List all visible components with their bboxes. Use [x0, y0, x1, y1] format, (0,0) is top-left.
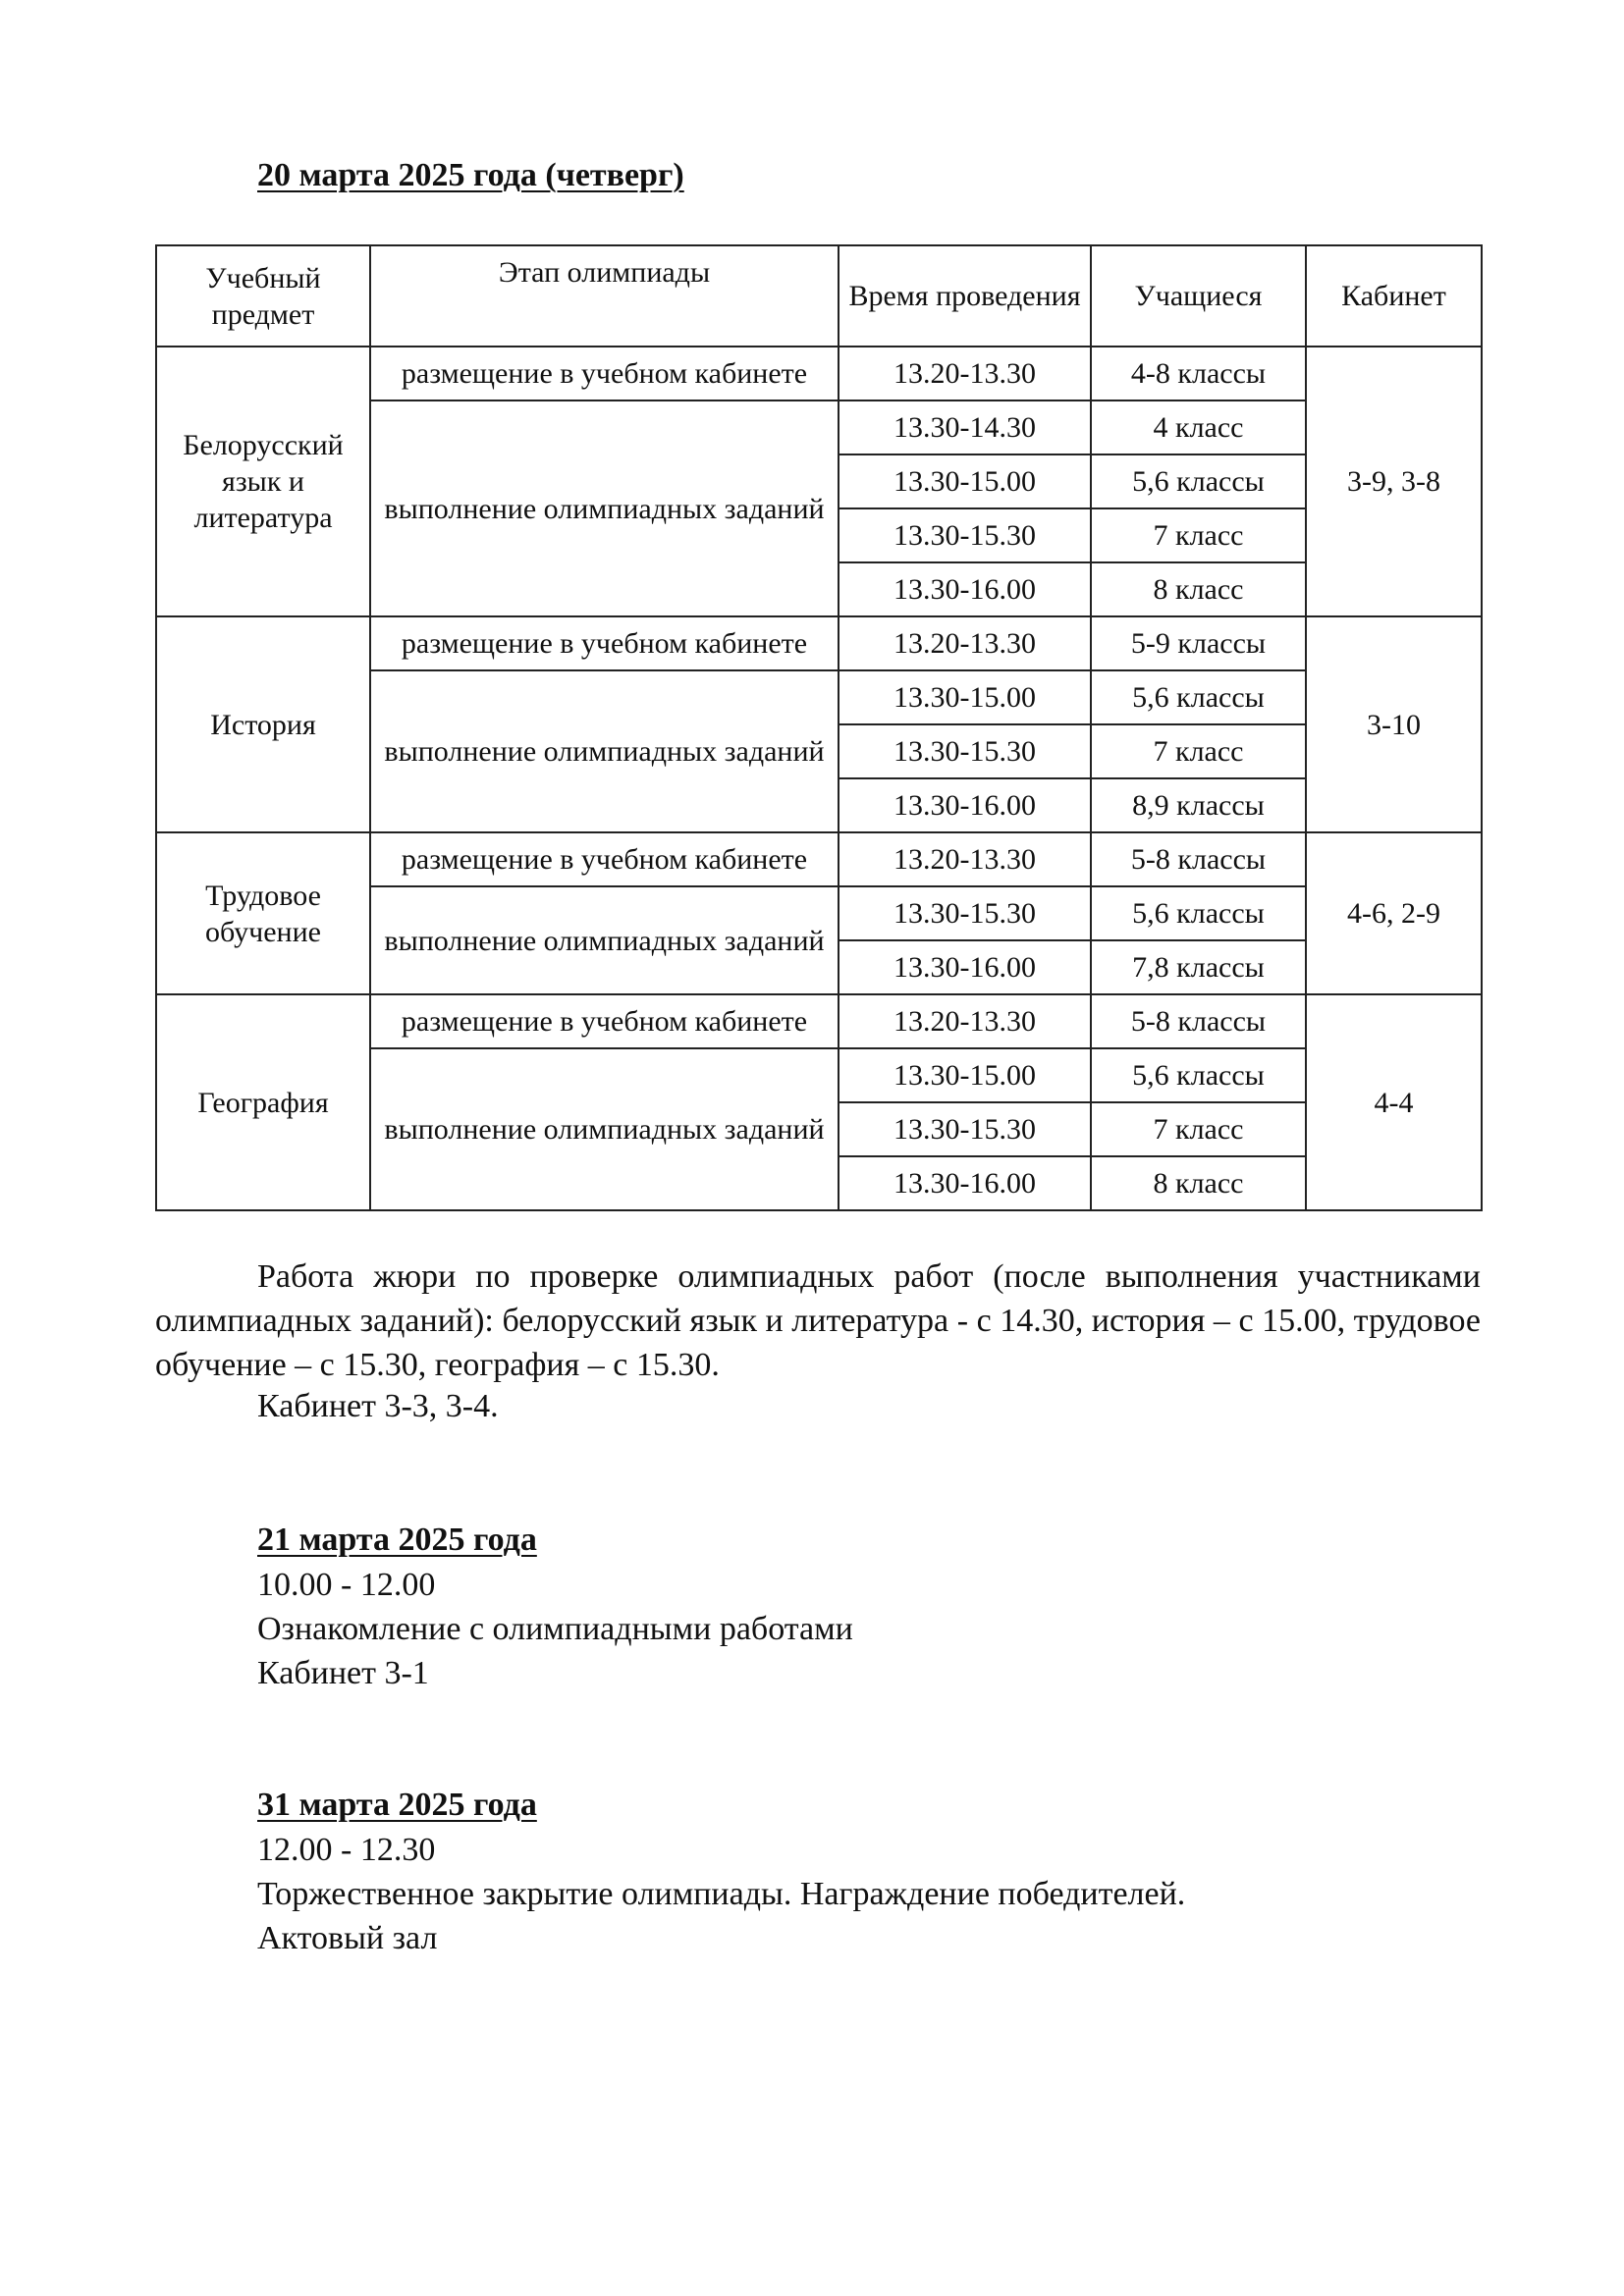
students-cell: 7,8 классы [1091, 940, 1306, 994]
day3-time: 12.00 - 12.30 [257, 1832, 436, 1868]
subject-cell: Трудовое обучение [156, 832, 370, 994]
time-cell: 13.20-13.30 [839, 832, 1091, 886]
time-cell: 13.30-16.00 [839, 778, 1091, 832]
table-row [156, 347, 1482, 400]
table-row [156, 616, 1482, 670]
students-cell: 4-8 классы [1091, 347, 1306, 400]
students-cell: 5-8 классы [1091, 832, 1306, 886]
stage-cell: размещение в учебном кабинете [370, 616, 839, 670]
time-cell: 13.30-15.30 [839, 1102, 1091, 1156]
time-cell: 13.30-15.00 [839, 670, 1091, 724]
jury-room: Кабинет 3-3, 3-4. [257, 1388, 499, 1424]
students-cell: 5-8 классы [1091, 994, 1306, 1048]
stage-cell: размещение в учебном кабинете [370, 832, 839, 886]
subject-cell: География [156, 994, 370, 1210]
time-cell: 13.20-13.30 [839, 347, 1091, 400]
stage-cell: размещение в учебном кабинете [370, 994, 839, 1048]
day2-heading: 21 марта 2025 года [257, 1522, 537, 1558]
time-cell: 13.30-15.00 [839, 454, 1091, 508]
students-cell: 7 класс [1091, 724, 1306, 778]
time-cell: 13.20-13.30 [839, 994, 1091, 1048]
room-cell: 4-4 [1306, 994, 1482, 1210]
subject-cell: История [156, 616, 370, 832]
students-cell: 5,6 классы [1091, 1048, 1306, 1102]
jury-note: Работа жюри по проверке олимпиадных работ (после выполнения участниками олимпиадных заданий): белорусский язык и литература - с 14.30, история – с 15.00, трудовое обучение – с 15.30, география – с 15.30. [155, 1258, 1481, 1383]
time-cell: 13.30-16.00 [839, 1156, 1091, 1210]
students-cell: 7 класс [1091, 1102, 1306, 1156]
students-cell: 8 класс [1091, 562, 1306, 616]
table-row [156, 832, 1482, 886]
room-cell: 3-9, 3-8 [1306, 347, 1482, 616]
day2-event: Ознакомление с олимпиадными работами [257, 1611, 853, 1647]
students-cell: 7 класс [1091, 508, 1306, 562]
header-room: Кабинет [1306, 245, 1482, 347]
header-time: Время проведения [839, 245, 1091, 347]
students-cell: 5,6 классы [1091, 886, 1306, 940]
header-stage: Этап олимпиады [370, 245, 839, 347]
students-cell: 5,6 классы [1091, 670, 1306, 724]
subject-cell: Белорусский язык и литература [156, 347, 370, 616]
table-row [156, 994, 1482, 1048]
table-header-row [156, 245, 1482, 347]
day3-heading: 31 марта 2025 года [257, 1787, 537, 1823]
students-cell: 8 класс [1091, 1156, 1306, 1210]
day2-time: 10.00 - 12.00 [257, 1567, 436, 1603]
stage-cell: размещение в учебном кабинете [370, 347, 839, 400]
stage-cell: выполнение олимпиадных заданий [370, 670, 839, 832]
time-cell: 13.30-15.30 [839, 724, 1091, 778]
stage-cell: выполнение олимпиадных заданий [370, 400, 839, 616]
olympiad-schedule-table [155, 244, 1483, 1211]
time-cell: 13.30-16.00 [839, 562, 1091, 616]
day1-heading: 20 марта 2025 года (четверг) [257, 157, 684, 193]
time-cell: 13.30-15.00 [839, 1048, 1091, 1102]
time-cell: 13.30-15.30 [839, 508, 1091, 562]
students-cell: 5-9 классы [1091, 616, 1306, 670]
stage-cell: выполнение олимпиадных заданий [370, 886, 839, 994]
header-students: Учащиеся [1091, 245, 1306, 347]
day3-event: Торжественное закрытие олимпиады. Награждение победителей. [257, 1876, 1186, 1912]
day3-place: Актовый зал [257, 1920, 438, 1956]
room-cell: 4-6, 2-9 [1306, 832, 1482, 994]
time-cell: 13.20-13.30 [839, 616, 1091, 670]
time-cell: 13.30-16.00 [839, 940, 1091, 994]
header-subject: Учебный предмет [156, 245, 370, 347]
stage-cell: выполнение олимпиадных заданий [370, 1048, 839, 1210]
day2-place: Кабинет 3-1 [257, 1655, 429, 1691]
students-cell: 4 класс [1091, 400, 1306, 454]
room-cell: 3-10 [1306, 616, 1482, 832]
time-cell: 13.30-14.30 [839, 400, 1091, 454]
students-cell: 8,9 классы [1091, 778, 1306, 832]
time-cell: 13.30-15.30 [839, 886, 1091, 940]
students-cell: 5,6 классы [1091, 454, 1306, 508]
